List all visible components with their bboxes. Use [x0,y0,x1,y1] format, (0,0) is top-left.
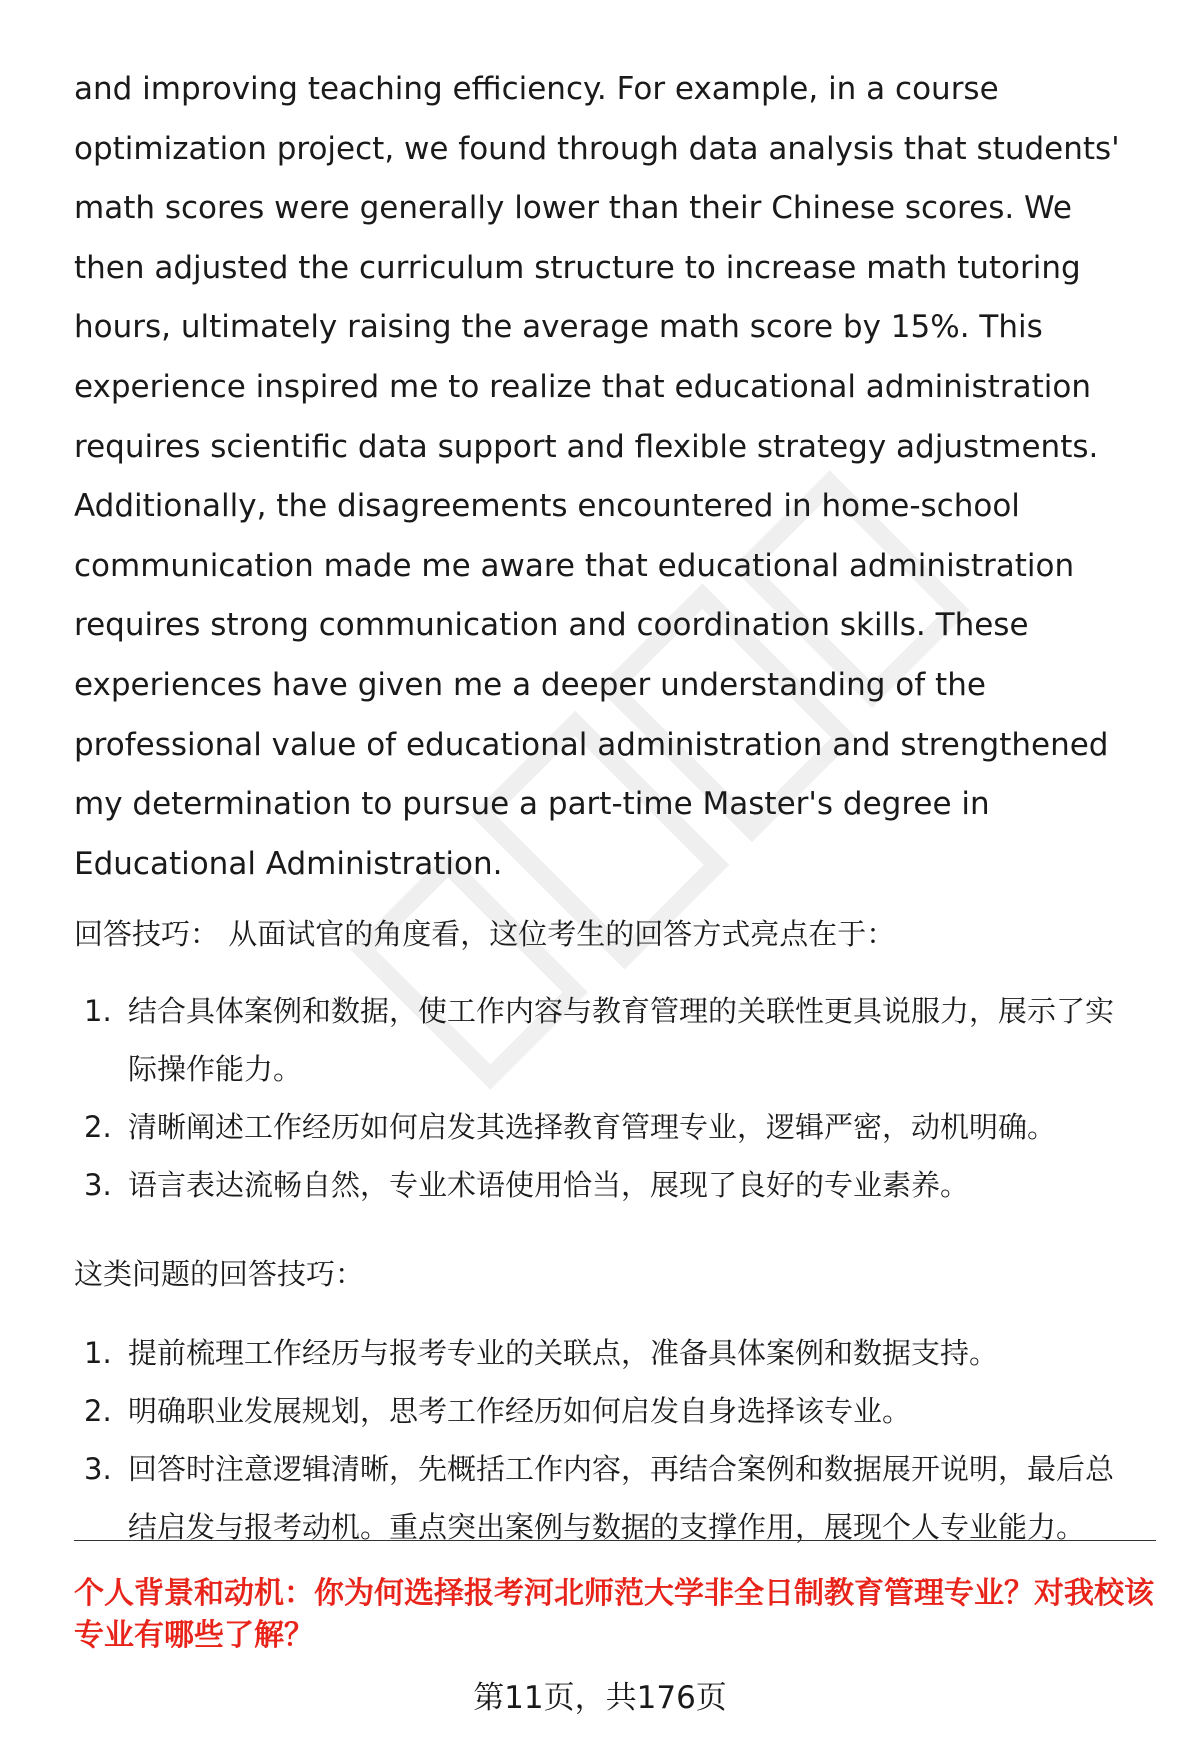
general-tips-list [74,1324,1142,1556]
list-text: 回答时注意逻辑清晰，先概括工作内容，再结合案例和数据展开说明，最后总结启发与报考动机。重点突出案例与数据的支撑作用，展现个人专业能力。 [128,1452,1115,1545]
list-item [74,1098,1142,1156]
page-footer: 第11页，共176页 [473,1680,727,1716]
list-text: 提前梳理工作经历与报考专业的关联点，准备具体案例和数据支持。 [128,1336,999,1371]
list-number: 3. [84,1168,112,1203]
list-number: 2. [84,1110,112,1145]
general-tips-heading: 这类问题的回答技巧： [74,1257,365,1292]
list-text: 结合具体案例和数据，使工作内容与教育管理的关联性更具说服力，展示了实际操作能力。 [128,994,1115,1087]
intro-paragraph: and improving teaching efficiency. For example, in a course optimization project, we found through data analysis that students' math scores were generally lower than their Chinese scores. We then adjusted the curriculum structure to increase math tutoring hours, ultimately raising the average math score by 15%. This experience inspired me to realize that educational administration requires scientific data support and flexible strategy adjustments. Additionally, the disagreements encountered in home-school communication made me aware that educational administration requires strong communication and coordination skills. These experiences have given me a deeper understanding of the professional value of educational administration and strengthened my determination to pursue a part-time Master's degree in Educational Administration. [74,71,1120,882]
list-number: 1. [84,994,112,1029]
tips-heading: 回答技巧： 从面试官的角度看，这位考生的回答方式亮点在于： [74,917,896,952]
document-body [74,60,1142,1556]
list-number: 3. [84,1452,112,1487]
section-divider [74,1540,1156,1541]
list-item [74,1382,1142,1440]
next-question-heading: 个人背景和动机：你为何选择报考河北师范大学非全日制教育管理专业？对我校该专业有哪些了解？ [74,1576,1154,1653]
tips-list [74,982,1142,1214]
list-item [74,1440,1142,1556]
list-number: 2. [84,1394,112,1429]
list-text: 语言表达流畅自然，专业术语使用恰当，展现了良好的专业素养。 [128,1168,970,1203]
list-text: 清晰阐述工作经历如何启发其选择教育管理专业，逻辑严密，动机明确。 [128,1110,1057,1145]
list-text: 明确职业发展规划，思考工作经历如何启发自身选择该专业。 [128,1394,912,1429]
list-item [74,982,1142,1098]
list-item [74,1324,1142,1382]
list-number: 1. [84,1336,112,1371]
list-item [74,1156,1142,1214]
